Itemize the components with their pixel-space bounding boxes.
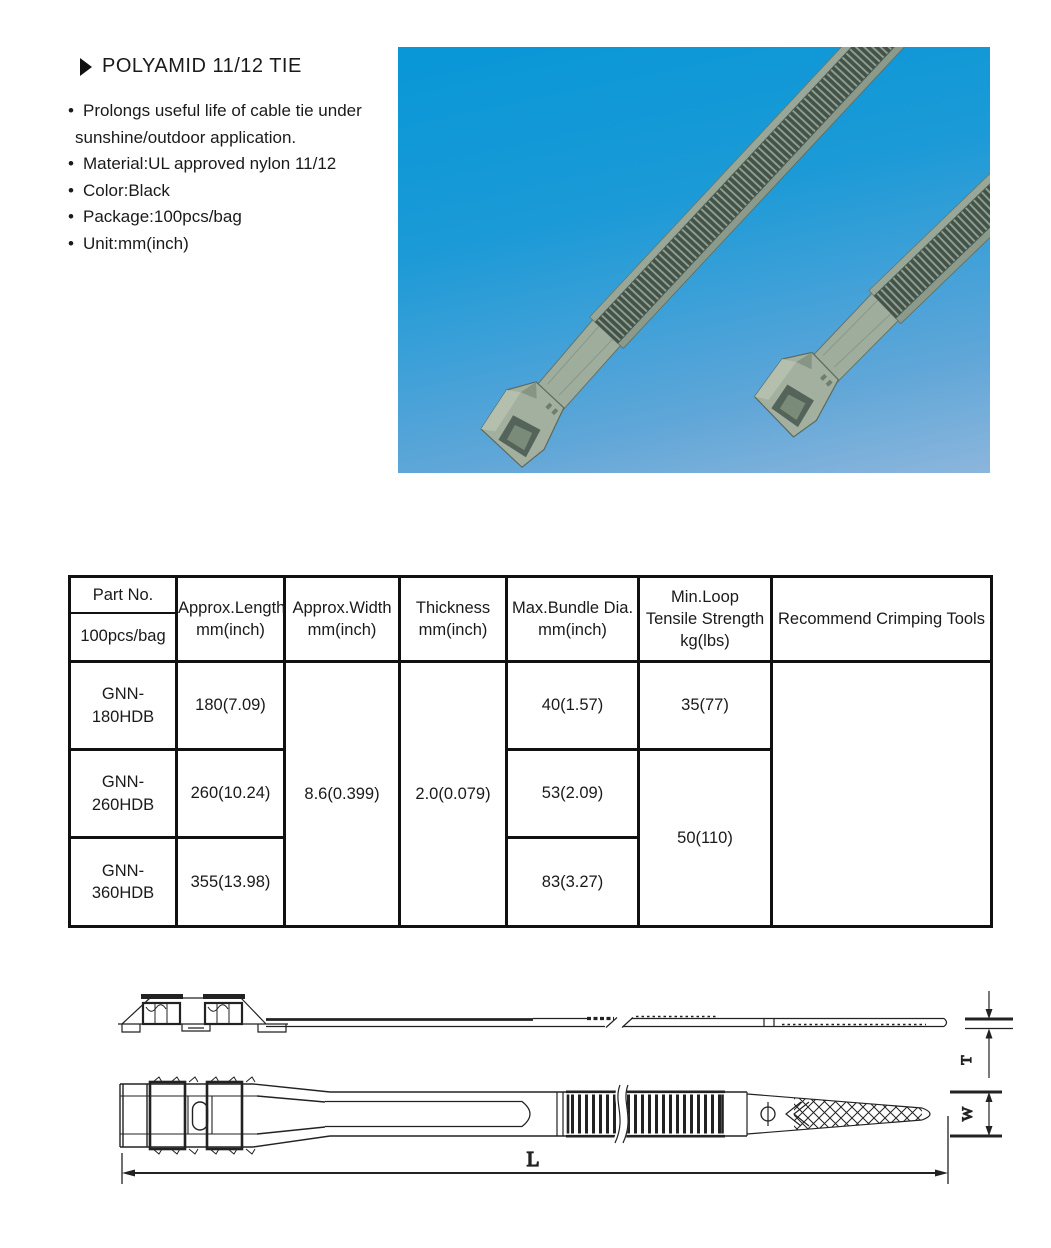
header-crimping-tools: Recommend Crimping Tools (772, 577, 992, 662)
header-unit: mm(inch) (418, 621, 488, 639)
cell-part-no: GNN-360HDB (70, 838, 177, 927)
header-label: Approx.Width (292, 598, 392, 617)
top-view (120, 1077, 930, 1154)
cell-bundle-dia: 83(3.27) (507, 838, 639, 927)
header-label: Tensile Strength (645, 609, 765, 628)
bullet: • (68, 233, 74, 253)
feature-text: Material:UL approved nylon 11/12 (83, 154, 337, 173)
product-photo (398, 47, 990, 473)
header-label: Max.Bundle Dia. (511, 598, 634, 617)
header-label: Thickness (415, 598, 491, 617)
bullet: • (68, 154, 74, 173)
header-part-no-bottom: 100pcs/bag (80, 626, 166, 645)
cell-tensile: 35(77) (639, 662, 772, 750)
feature-line (68, 98, 398, 125)
cell-part-no: GNN-260HDB (70, 750, 177, 838)
cable-tie-right (749, 47, 990, 440)
header-unit: mm(inch) (196, 621, 265, 639)
page-title: POLYAMID 11/12 TIE (102, 55, 302, 77)
cell-length: 355(13.98) (177, 838, 285, 927)
header-label: Min.Loop (671, 587, 739, 606)
side-view (118, 994, 947, 1032)
header-approx-width (285, 577, 400, 662)
feature-list (68, 98, 398, 257)
header-min-loop (639, 577, 772, 662)
dim-label-l: L (526, 1147, 540, 1171)
cell-crimping-merged (772, 662, 992, 927)
intro-section (68, 55, 398, 257)
dim-label-w: W (960, 1106, 976, 1122)
feature-text: Prolongs useful life of cable tie under (83, 101, 362, 120)
header-label: Approx.Length (178, 598, 286, 617)
feature-line (68, 204, 398, 231)
cable-ties-image (398, 47, 990, 473)
dimension-drawing (60, 975, 1051, 1220)
header-max-bundle (507, 577, 639, 662)
dimension-t (959, 991, 1013, 1078)
header-part-no-top: Part No. (71, 580, 175, 614)
cell-part-no: GNN-180HDB (70, 662, 177, 750)
feature-line (68, 151, 398, 178)
header-part-no (70, 577, 177, 662)
header-unit: mm(inch) (307, 621, 377, 639)
header-unit: mm(inch) (538, 621, 607, 639)
header-approx-length (177, 577, 285, 662)
header-unit: kg(lbs) (680, 632, 730, 651)
bullet: • (68, 207, 74, 226)
bullet: • (68, 180, 74, 200)
cable-tie-left (475, 47, 960, 470)
triangle-bullet-icon (80, 58, 92, 76)
title-row (80, 55, 398, 78)
table-row (70, 662, 992, 750)
feature-text: Color:Black (83, 180, 170, 200)
feature-text: sunshine/outdoor application. (75, 127, 297, 147)
spec-table (68, 575, 993, 928)
header-row (70, 577, 992, 662)
cell-tensile-merged: 50(110) (639, 750, 772, 927)
feature-text: Unit:mm(inch) (83, 233, 189, 253)
cell-width-merged: 8.6(0.399) (285, 662, 400, 927)
cell-bundle-dia: 40(1.57) (507, 662, 639, 750)
feature-line (68, 178, 398, 205)
feature-line (68, 125, 398, 152)
header-thickness (400, 577, 507, 662)
cell-length: 260(10.24) (177, 750, 285, 838)
bullet: • (68, 101, 74, 120)
cell-length: 180(7.09) (177, 662, 285, 750)
cell-bundle-dia: 53(2.09) (507, 750, 639, 838)
cell-thickness-merged: 2.0(0.079) (400, 662, 507, 927)
feature-text: Package:100pcs/bag (83, 207, 242, 226)
feature-line (68, 231, 398, 258)
technical-drawing (60, 975, 1051, 1220)
dim-label-t: T (959, 1055, 975, 1065)
dimension-w (950, 1092, 1002, 1136)
